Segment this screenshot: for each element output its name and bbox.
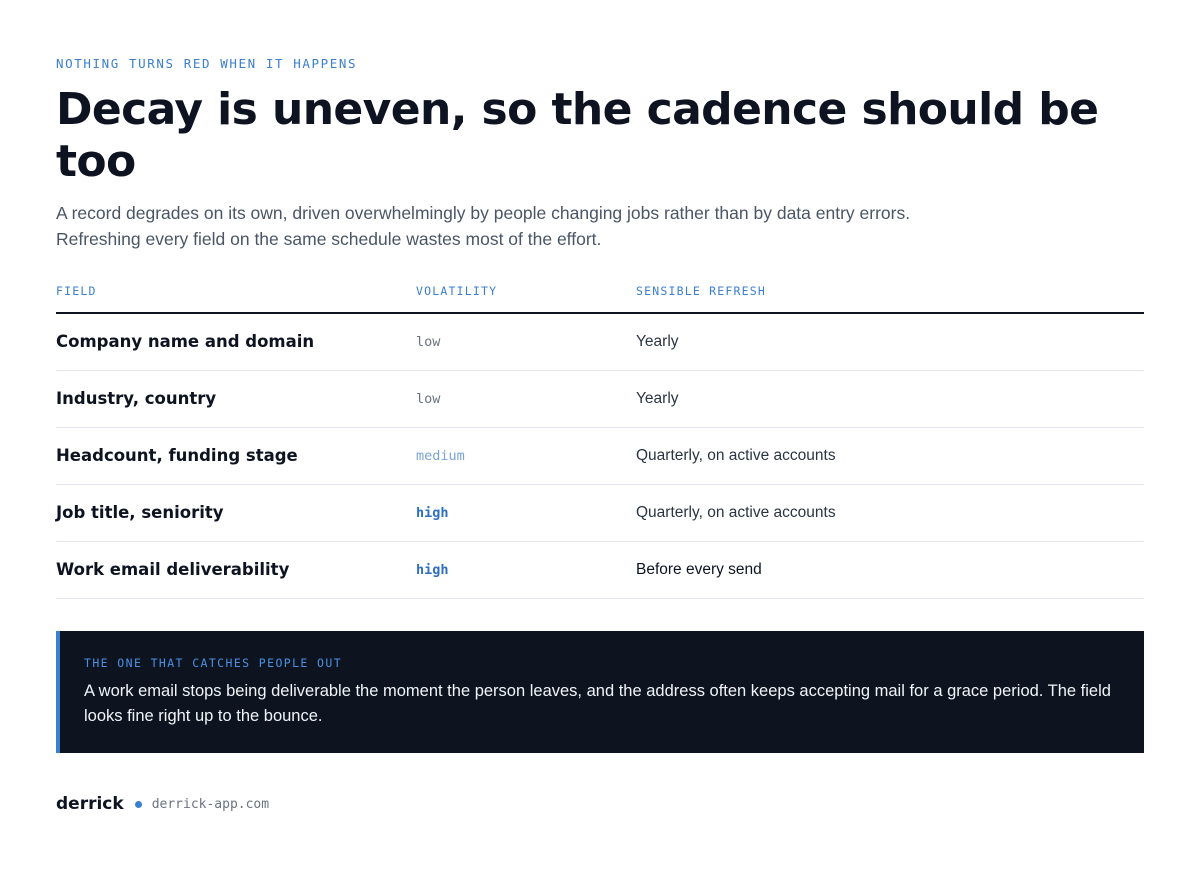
- footer: [56, 792, 269, 816]
- field-cell: Work email deliverability: [56, 560, 290, 579]
- table-header: [56, 278, 1144, 314]
- refresh-table: [56, 278, 1144, 599]
- refresh-cell: Quarterly, on active accounts: [636, 504, 836, 521]
- lede-line-2: Refreshing every field on the same schedule wastes most of the effort.: [56, 229, 602, 249]
- field-cell: Company name and domain: [56, 332, 315, 351]
- refresh-cell: Yearly: [636, 390, 679, 407]
- table-row: [56, 371, 1144, 428]
- volatility-cell: high: [416, 505, 449, 521]
- volatility-cell: low: [416, 334, 441, 350]
- footer-domain: derrick-app.com: [151, 796, 270, 812]
- field-cell: Job title, seniority: [56, 503, 224, 522]
- field-cell: Headcount, funding stage: [56, 446, 298, 465]
- header-field: FIELD: [56, 284, 97, 298]
- callout-kicker: THE ONE THAT CATCHES PEOPLE OUT: [84, 656, 343, 670]
- table-row: [56, 542, 1144, 599]
- refresh-cell: Before every send: [636, 561, 762, 578]
- callout-body: A work email stops being deliverable the moment the person leaves, and the address often keeps accepting mail for a grace period. The field looks fine right up to the bounce.: [84, 682, 1111, 725]
- field-cell: Industry, country: [56, 389, 217, 408]
- table-row: [56, 314, 1144, 371]
- volatility-cell: low: [416, 391, 441, 407]
- page-title: Decay is uneven, so the cadence should be too: [56, 84, 1099, 187]
- volatility-cell: high: [416, 562, 449, 578]
- table-row: [56, 428, 1144, 485]
- lede-line-1: A record degrades on its own, driven overwhelmingly by people changing jobs rather than by data entry errors.: [56, 203, 911, 223]
- separator-dot-icon: [135, 801, 142, 808]
- header-volatility: VOLATILITY: [416, 284, 498, 298]
- lede: [56, 200, 1016, 252]
- brand-logo: derrick: [56, 794, 124, 814]
- eyebrow: NOTHING TURNS RED WHEN IT HAPPENS: [56, 56, 358, 71]
- refresh-cell: Quarterly, on active accounts: [636, 447, 836, 464]
- callout: [56, 631, 1144, 753]
- header-refresh: SENSIBLE REFRESH: [636, 284, 766, 298]
- table-row: [56, 485, 1144, 542]
- refresh-cell: Yearly: [636, 333, 679, 350]
- volatility-cell: medium: [416, 448, 465, 464]
